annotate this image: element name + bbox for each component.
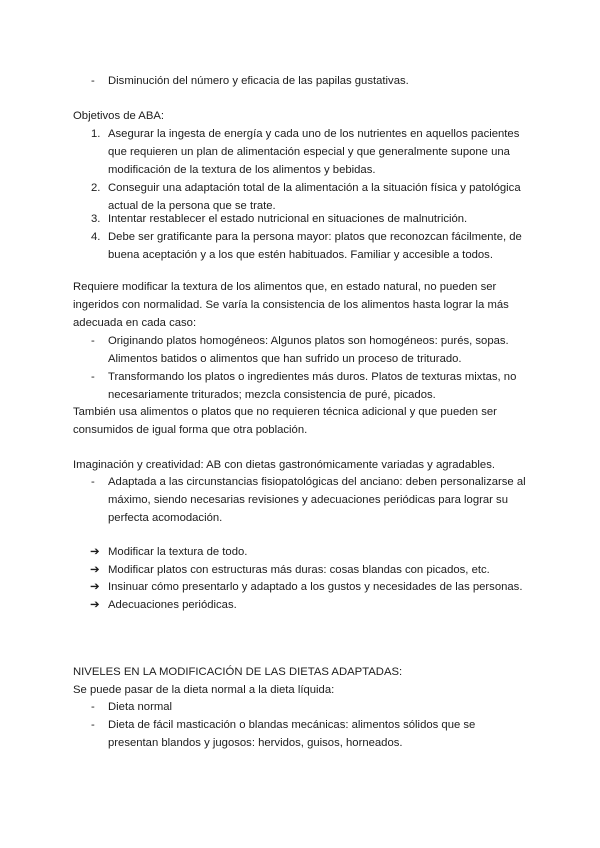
objectives-heading: Objetivos de ABA: [73,110,165,122]
numbered-item-text: Intentar restablecer el estado nutricional en situaciones de malnutrición. [108,213,468,225]
arrow-item [90,578,538,596]
dash-marker: - [91,719,95,731]
list-item [91,698,528,716]
list-item [91,332,528,368]
arrow-item-text: Insinuar cómo presentarlo y adaptado a los gustos y necesidades de las personas. [108,581,523,593]
arrow-right-icon: ➔ [90,546,100,558]
number-marker: 2. [91,182,101,194]
levels-heading: NIVELES EN LA MODIFICACIÓN DE LAS DIETAS ADAPTADAS: [73,666,403,678]
arrow-right-icon: ➔ [90,599,100,611]
dash-marker: - [91,371,95,383]
arrow-right-icon: ➔ [90,564,100,576]
dash-marker: - [91,476,95,488]
list-item-text: Originando platos homogéneos: Algunos platos son homogéneos: purés, sopas. Alimentos batidos o alimentos que han sufrido un proceso de triturado. [108,335,509,365]
dash-marker: - [91,75,95,87]
numbered-item-text: Debe ser gratificante para la persona mayor: platos que reconozcan fácilmente, de buena aceptación y a los que estén habituados. Familiar y accesible a todos. [108,231,522,261]
arrow-item [90,543,538,561]
texture-intro: Requiere modificar la textura de los alimentos que, en estado natural, no pueden ser ingeridos con normalidad. Se varía la consistencia de los alimentos hasta lograr la más adecuada en cada caso: [73,281,509,329]
number-marker: 1. [91,128,101,140]
arrow-item-text: Modificar la textura de todo. [108,546,248,558]
list-item [91,368,528,404]
numbered-item [91,125,528,179]
list-item [91,473,528,527]
levels-intro: Se puede pasar de la dieta normal a la dieta líquida: [73,684,335,696]
arrow-right-icon: ➔ [90,581,100,593]
arrow-item [90,561,538,579]
arrow-item-text: Modificar platos con estructuras más duras: cosas blandas con picados, etc. [108,564,490,576]
numbered-item-text: Conseguir una adaptación total de la alimentación a la situación física y patológica actual de la persona que se trate. [108,182,521,212]
dash-marker: - [91,701,95,713]
list-item-text: Dieta de fácil masticación o blandas mecánicas: alimentos sólidos que se presentan blandos y jugosos: hervidos, guisos, horneados. [108,719,476,749]
texture-outro: También usa alimentos o platos que no requieren técnica adicional y que pueden ser consumidos de igual forma que otra población. [73,406,497,436]
number-marker: 3. [91,213,101,225]
list-item [91,72,528,90]
list-item [91,716,528,752]
number-marker: 4. [91,231,101,243]
numbered-item-text: Asegurar la ingesta de energía y cada uno de los nutrientes en aquellos pacientes que requieren un plan de alimentación especial y que generalmente supone una modificación de la textura de los alimentos y bebidas. [108,128,520,176]
creativity-intro: Imaginación y creatividad: AB con dietas gastronómicamente variadas y agradables. [73,459,495,471]
list-item-text: Dieta normal [108,701,173,713]
numbered-item [91,228,528,264]
dash-marker: - [91,335,95,347]
arrow-item-text: Adecuaciones periódicas. [108,599,237,611]
list-item-text: Disminución del número y eficacia de las papilas gustativas. [108,75,409,87]
numbered-item [91,210,528,228]
arrow-item [90,596,538,614]
list-item-text: Adaptada a las circunstancias fisiopatológicas del anciano: deben personalizarse al máximo, siendo necesarias revisiones y adecuaciones periódicas para lograr su perfecta acomodación. [108,476,526,524]
list-item-text: Transformando los platos o ingredientes más duros. Platos de texturas mixtas, no necesariamente triturados; mezcla consistencia de puré, picados. [108,371,517,401]
